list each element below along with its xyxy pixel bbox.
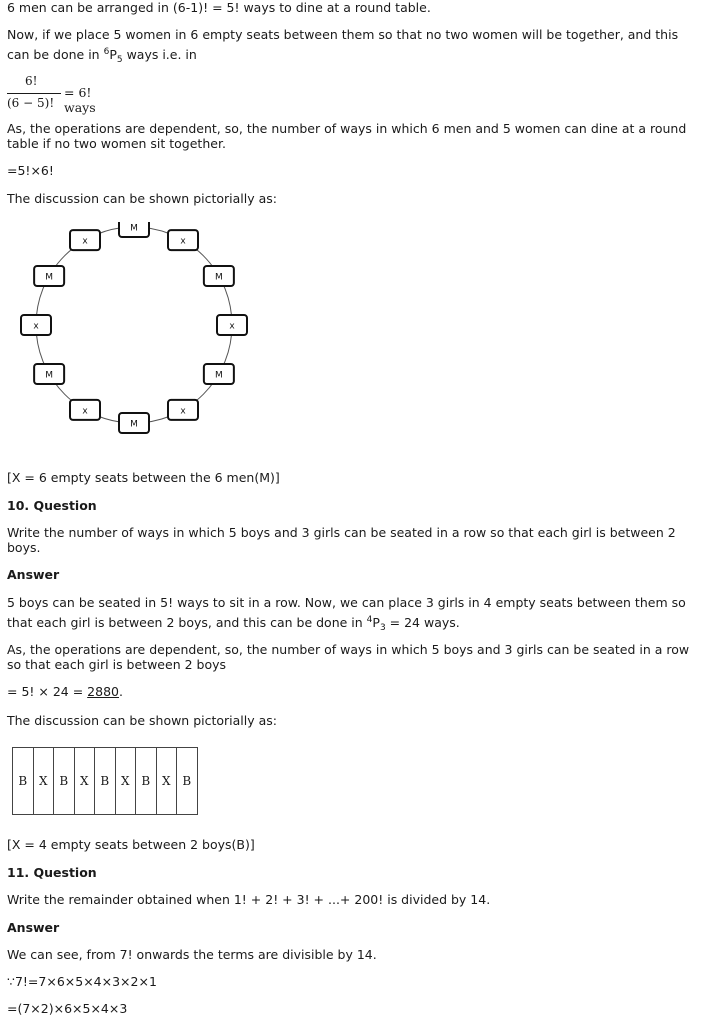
svg-text:M: M [130, 419, 138, 430]
fraction-denominator: (6 − 5)! [7, 96, 55, 110]
answer-10-line-b: that each girl is between 2 boys, and this can be done in $^4P_3 = 24$ ways. [7, 615, 460, 633]
svg-text:x: x [180, 236, 186, 247]
svg-text:M: M [214, 370, 223, 381]
answer-10-line-d: so that each girl is between 2 boys [7, 657, 227, 672]
seat-empty-10 [21, 315, 51, 335]
answer-11-line-a: We can see, from 7! onwards the terms are divisible by 14. [7, 947, 377, 962]
row-seat-empty-2: X [34, 747, 55, 815]
round-table-circle [36, 227, 232, 423]
row-seat-empty-4: X [75, 747, 96, 815]
row-seat-empty-8: X [157, 747, 178, 815]
text-line-4: =5!×6! [7, 163, 54, 178]
svg-text:M: M [45, 370, 54, 381]
fraction-result: = 6! ways [64, 85, 96, 115]
seat-man-3 [204, 266, 234, 286]
question-11-text: Write the remainder obtained when 1! + 2! + 3! + ...+ 200! is divided by 14. [7, 892, 491, 907]
seat-man-5 [204, 364, 234, 384]
answer-11-heading: Answer [7, 920, 60, 935]
svg-text:M: M [45, 272, 54, 283]
seat-empty-4 [217, 315, 247, 335]
seat-empty-2 [168, 230, 198, 250]
seat-empty-12 [70, 230, 100, 250]
fraction-6-factorial [7, 74, 127, 114]
question-10-text-b: boys. [7, 540, 41, 555]
question-10-heading: 10. Question [7, 498, 97, 513]
fraction-numerator: 6! [25, 74, 38, 88]
row-seat-boy-7: B [136, 747, 157, 815]
seat-man-9 [34, 364, 64, 384]
text-line-3b: table if no two women sit together. [7, 136, 226, 151]
seat-man-7 [119, 413, 149, 433]
svg-text:x: x [82, 406, 88, 417]
seat-empty-8 [70, 400, 100, 420]
answer-10-line-c: As, the operations are dependent, so, the number of ways in which 5 boys and 3 girls can be seated in a row [7, 642, 690, 657]
row-seat-boy-5: B [95, 747, 116, 815]
seat-man-1 [119, 222, 149, 237]
text-line-5: The discussion can be shown pictorially as: [7, 191, 278, 206]
svg-text:x: x [33, 321, 39, 332]
row-seat-boy-1: B [13, 747, 34, 815]
question-10-text-a: Write the number of ways in which 5 boys and 3 girls can be seated in a row so that each girl is between 2 [7, 525, 676, 540]
row-seat-boy-9: B [177, 747, 198, 815]
answer-10-line-e: = 5! × 24 = 2880. [7, 684, 123, 699]
round-table-diagram [10, 222, 260, 448]
answer-11-line-c: =(7×2)×6×5×4×3 [7, 1001, 128, 1016]
row-seating-diagram [12, 747, 198, 815]
svg-text:x: x [82, 236, 88, 247]
svg-text:M: M [130, 223, 138, 234]
text-line-3a: As, the operations are dependent, so, the number of ways in which 6 men and 5 women can dine at a round [7, 121, 687, 136]
row-seat-empty-6: X [116, 747, 137, 815]
fraction-bar [7, 93, 61, 94]
svg-text:x: x [229, 321, 235, 332]
svg-text:x: x [180, 406, 186, 417]
answer-10-line-g: [X = 4 empty seats between 2 boys(B)] [7, 837, 255, 852]
text-line-1: 6 men can be arranged in (6-1)! = 5! ways to dine at a round table. [7, 0, 431, 15]
seat-empty-6 [168, 400, 198, 420]
question-11-heading: 11. Question [7, 865, 97, 880]
answer-10-heading: Answer [7, 567, 60, 582]
answer-10-line-a: 5 boys can be seated in 5! ways to sit in a row. Now, we can place 3 girls in 4 empty seats between them so [7, 595, 686, 610]
seat-man-11 [34, 266, 64, 286]
text-line-6: [X = 6 empty seats between the 6 men(M)] [7, 470, 280, 485]
row-seat-boy-3: B [54, 747, 75, 815]
svg-text:M: M [214, 272, 223, 283]
answer-10-line-f: The discussion can be shown pictorially as: [7, 713, 278, 728]
text-line-2b: can be done in $^6P_5$ ways i.e. in [7, 47, 197, 65]
text-line-2a: Now, if we place 5 women in 6 empty seats between them so that no two women will be together, and this [7, 27, 679, 42]
answer-11-line-b: ∵7!=7×6×5×4×3×2×1 [7, 974, 157, 989]
